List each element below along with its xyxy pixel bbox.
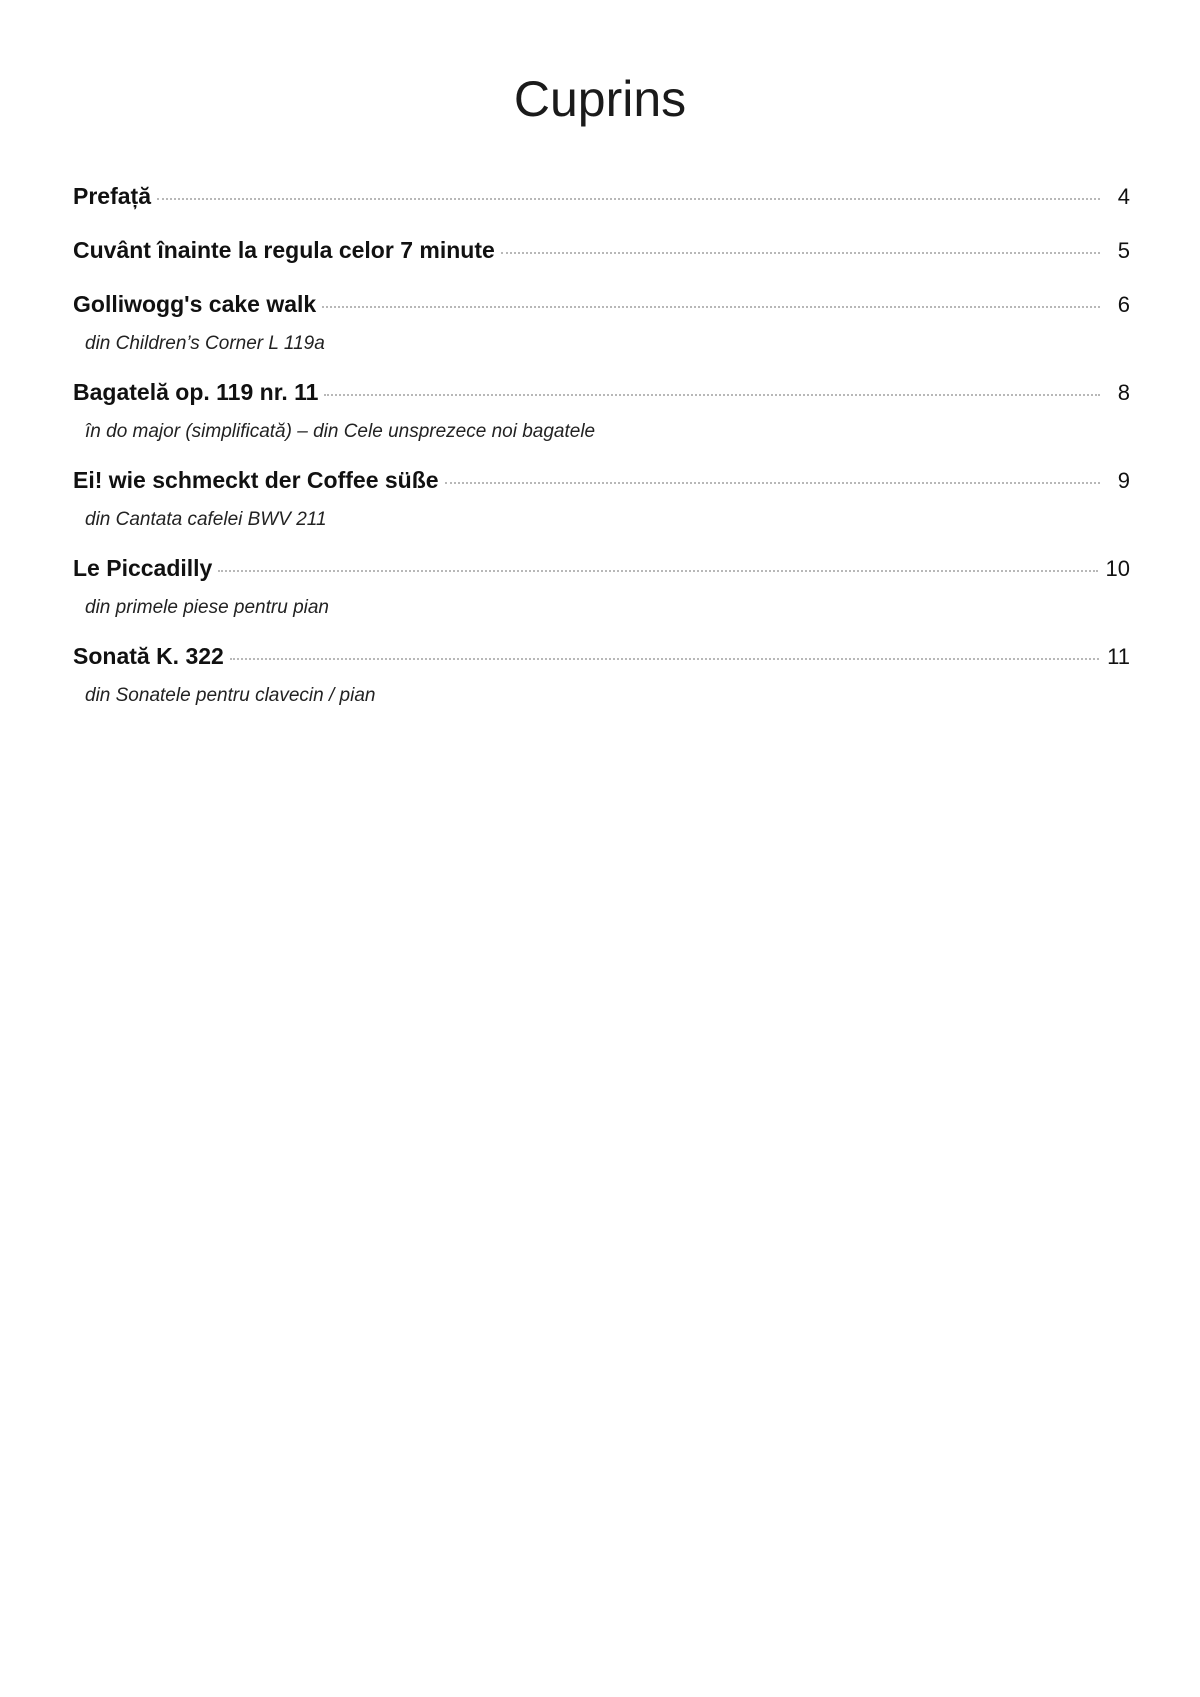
toc-entry-golliwogg — [73, 291, 1130, 357]
toc-entry-coffee — [73, 467, 1130, 533]
table-of-contents — [73, 183, 1130, 709]
toc-entry-heading: Bagatelă op. 119 nr. 11 — [73, 379, 319, 405]
dot-leader — [324, 394, 1100, 396]
dot-leader — [501, 252, 1100, 254]
toc-line — [73, 183, 1130, 217]
toc-entry-heading: Sonată K. 322 — [73, 643, 224, 669]
dot-leader — [218, 570, 1097, 572]
toc-line — [73, 467, 1130, 501]
toc-entry-heading: Le Piccadilly — [73, 555, 213, 581]
toc-entry-subtitle: din Sonatele pentru clavecin / pian — [85, 685, 376, 706]
toc-entry-subtitle: din Cantata cafelei BWV 211 — [85, 509, 327, 530]
dot-leader — [230, 658, 1099, 660]
toc-entry-heading: Prefață — [73, 183, 151, 209]
toc-entry-bagatela — [73, 379, 1130, 445]
toc-entry-page-number: 6 — [1117, 292, 1130, 317]
toc-line — [73, 237, 1130, 271]
toc-entry-page-number: 8 — [1117, 380, 1130, 405]
toc-entry-subtitle: din primele piese pentru pian — [85, 597, 329, 618]
toc-entry-page-number: 11 — [1107, 644, 1130, 669]
toc-line — [73, 555, 1130, 589]
dot-leader — [157, 198, 1100, 200]
toc-line — [73, 379, 1130, 413]
toc-entry-page-number: 10 — [1105, 556, 1130, 581]
toc-entry-piccadilly — [73, 555, 1130, 621]
toc-entry-heading: Ei! wie schmeckt der Coffee süße — [73, 467, 439, 493]
dot-leader — [322, 306, 1100, 308]
toc-entry-heading: Golliwogg's cake walk — [73, 291, 317, 317]
toc-entry-cuvant-inainte — [73, 237, 1130, 271]
toc-entry-heading: Cuvânt înainte la regula celor 7 minute — [73, 237, 495, 263]
toc-entry-subtitle: în do major (simplificată) – din Cele unsprezece noi bagatele — [85, 421, 596, 442]
dot-leader — [445, 482, 1100, 484]
toc-line — [73, 291, 1130, 325]
toc-entry-page-number: 4 — [1117, 184, 1130, 209]
toc-entry-page-number: 9 — [1117, 468, 1130, 493]
toc-entry-page-number: 5 — [1117, 238, 1130, 263]
toc-entry-sonata — [73, 643, 1130, 709]
page-title: Cuprins — [513, 71, 687, 127]
toc-entry-prefata — [73, 183, 1130, 217]
toc-entry-subtitle: din Children’s Corner L 119a — [85, 333, 325, 354]
toc-line — [73, 643, 1130, 677]
